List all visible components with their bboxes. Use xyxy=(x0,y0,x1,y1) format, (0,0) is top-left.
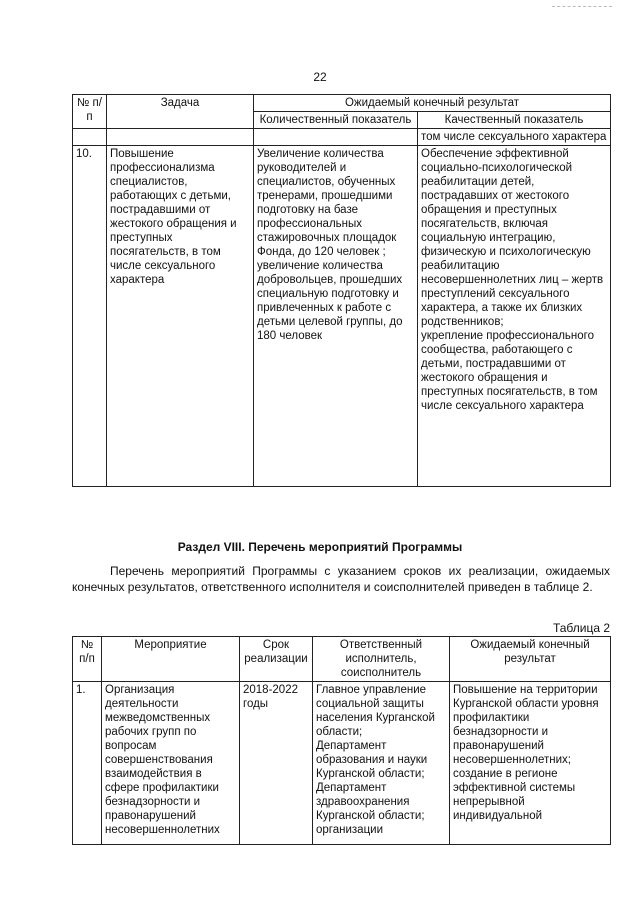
continuation-task xyxy=(107,129,254,146)
row-num: 10. xyxy=(73,146,107,487)
header-quantitative: Количественный показатель xyxy=(254,112,418,129)
row-num: 1. xyxy=(73,682,102,845)
row-activity: Организация деятельности межведомственных рабочих групп по вопросам совершенствования взаимодействия в сфере профилактики безнадзорности и правонарушений несовершеннолетних xyxy=(102,682,240,845)
activities-table xyxy=(72,636,611,845)
header-expected: Ожидаемый конечный результат xyxy=(254,95,611,112)
page-number: 22 xyxy=(313,70,327,84)
header-qualitative: Качественный показатель xyxy=(418,112,611,129)
continuation-qualitative: том числе сексуального характера xyxy=(418,129,611,146)
row-quantitative: Увеличение количества руководителей и специалистов, обученных тренерами, прошедшими подготовку на базе профессиональных стажировочных площадок Фонда, до 120 человек ; увеличение количества добровольцев, прошедших специальную подготовку и привлеченных к работе с детьми целевой группы, до 180 человек xyxy=(254,146,418,487)
header-responsible: Ответственный исполнитель, соисполнитель xyxy=(313,637,450,682)
results-table xyxy=(72,94,611,487)
header-num: № п/п xyxy=(73,637,102,682)
row-term: 2018-2022 годы xyxy=(240,682,313,845)
table-row xyxy=(73,146,611,487)
row-qualitative: Обеспечение эффективной социально-психологической реабилитации детей, пострадавших от жестокого обращения и преступных посягательств, включая социальную интеграцию, физическую и психологическую реабилитацию несовершеннолетних лиц – жертв преступлений сексуального характера, а также их близких родственников; укрепление профессионального сообщества, работающего с детьми, пострадавшими от жестокого обращения и преступных посягательств, в том числе сексуального характера xyxy=(418,146,611,487)
header-term: Срок реализации xyxy=(240,637,313,682)
scan-artifact xyxy=(552,6,612,11)
row-responsible: Главное управление социальной защиты населения Курганской области; Департамент образования и науки Курганской области; Департамент здравоохранения Курганской области; организации xyxy=(313,682,450,845)
continuation-num xyxy=(73,129,107,146)
table-caption: Таблица 2 xyxy=(552,621,610,635)
row-expected: Повышение на территории Курганской области уровня профилактики безнадзорности и правонарушений несовершеннолетних; создание в регионе эффективной системы непрерывной индивидуальной xyxy=(450,682,611,845)
header-expected: Ожидаемый конечный результат xyxy=(450,637,611,682)
header-task: Задача xyxy=(107,95,254,129)
continuation-quantitative xyxy=(254,129,418,146)
table-row xyxy=(73,682,611,845)
header-num: № п/п xyxy=(73,95,107,129)
section-title: Раздел VIII. Перечень мероприятий Программы xyxy=(177,540,463,554)
row-task: Повышение профессионализма специалистов, работающих с детьми, пострадавшими от жестокого обращения и преступных посягательств, в том числе сексуального характера xyxy=(107,146,254,487)
section-paragraph: Перечень мероприятий Программы с указанием сроков их реализации, ожидаемых конечных результатов, ответственного исполнителя и соисполнителей приведен в таблице 2. xyxy=(72,564,610,594)
header-activity: Мероприятие xyxy=(102,637,240,682)
